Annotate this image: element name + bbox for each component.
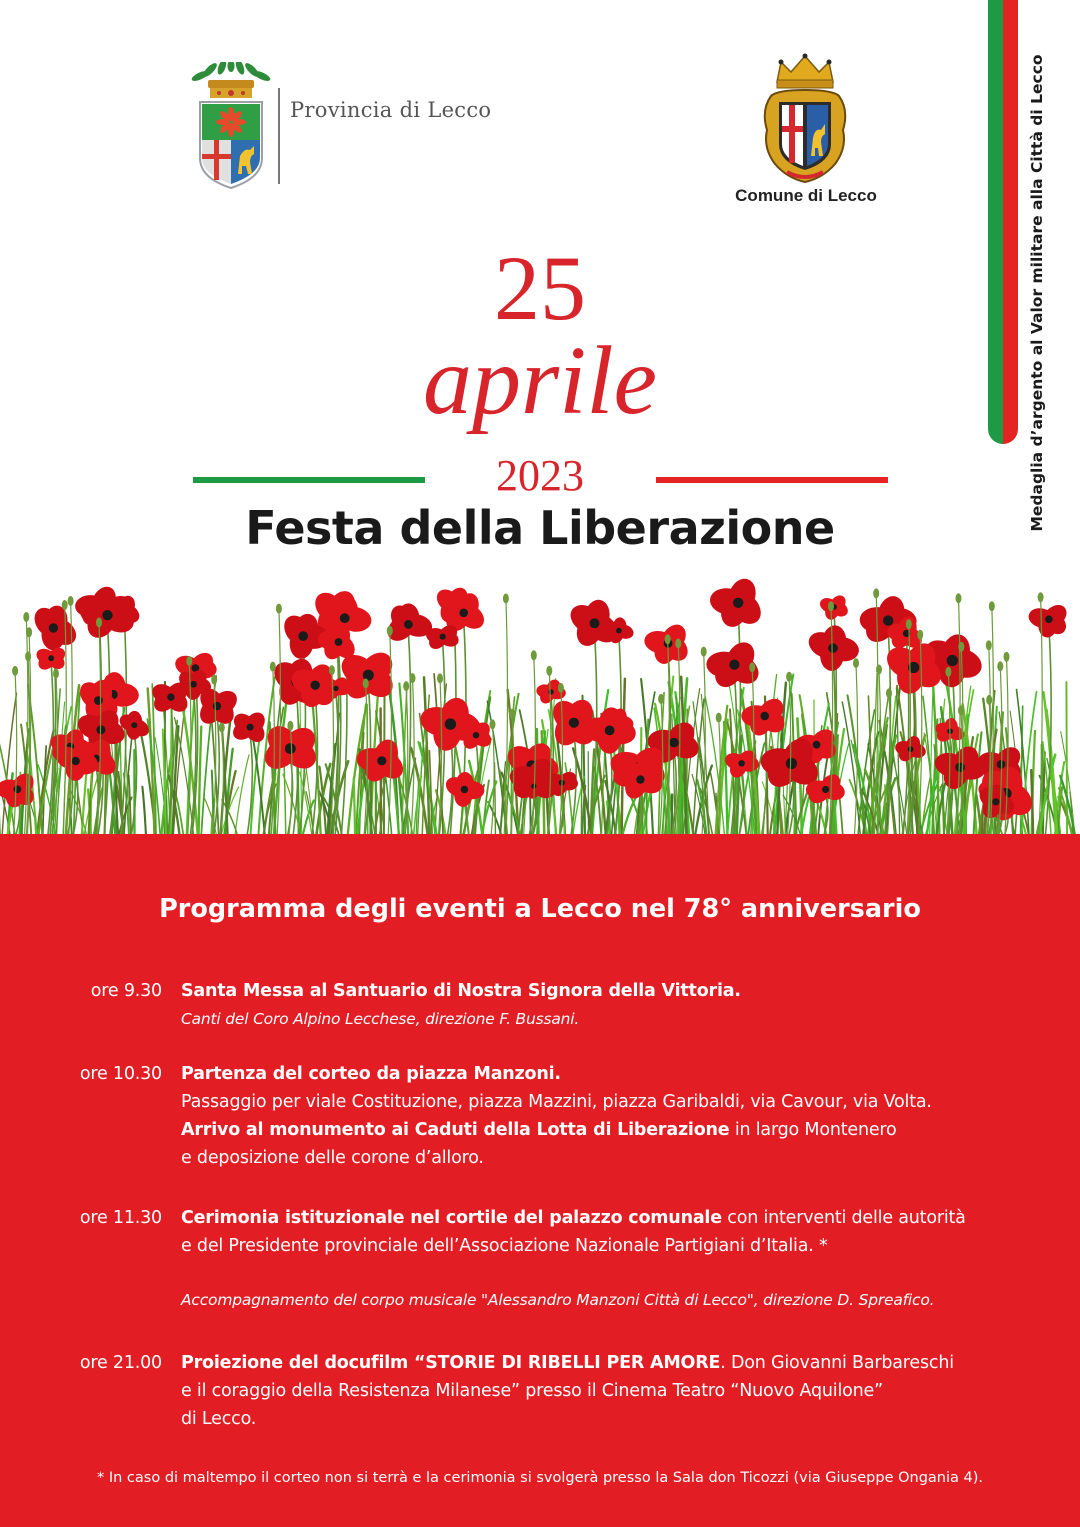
event-title-rest: con interventi delle autorità <box>721 1208 966 1228</box>
event-body <box>181 1060 1021 1172</box>
event-note: Accompagnamento del corpo musicale "Alessandro Manzoni Città di Lecco", direzione D. Spreafico. <box>181 1291 935 1309</box>
title-month: aprile <box>422 327 658 435</box>
event-detail: e il coraggio della Resistenza Milanese” presso il Cinema Teatro “Nuovo Aquilone” <box>181 1381 883 1401</box>
title-subtitle: Festa della Liberazione <box>245 501 835 555</box>
event-title: Cerimonia istituzionale nel cortile del palazzo comunale <box>181 1208 722 1228</box>
provincia-coat-of-arms-icon <box>190 62 272 190</box>
event-arrival-place: in largo Montenero <box>729 1120 897 1140</box>
event-time: ore 21.00 <box>79 1353 162 1373</box>
event-title: Proiezione del docufilm “STORIE DI RIBELLI PER AMORE <box>181 1353 721 1373</box>
event-route: Passaggio per viale Costituzione, piazza Mazzini, piazza Garibaldi, via Cavour, via Volta. <box>181 1092 932 1112</box>
event-note: Canti del Coro Alpino Lecchese, direzione F. Bussani. <box>181 1010 580 1028</box>
event-body <box>181 1349 1021 1433</box>
poppy-field-image <box>0 572 1080 842</box>
event-body <box>181 977 1021 1033</box>
event-title: Santa Messa al Santuario di Nostra Signora della Vittoria. <box>181 981 741 1001</box>
title-day: 25 <box>494 237 586 339</box>
event-arrival: Arrivo al monumento ai Caduti della Lotta di Liberazione <box>181 1120 730 1140</box>
event-body <box>181 1204 1021 1314</box>
program-panel <box>0 834 1080 1527</box>
event-detail: e del Presidente provinciale dell’Associazione Nazionale Partigiani d’Italia. * <box>181 1236 828 1256</box>
event-detail: e deposizione delle corone d’alloro. <box>181 1148 484 1168</box>
comune-coat-of-arms-icon <box>757 52 853 184</box>
ribbon-caption-text: Medaglia d’argento al Valor militare alla Città di Lecco <box>1028 54 1046 532</box>
event-title: Partenza del corteo da piazza Manzoni. <box>181 1064 561 1084</box>
event-time: ore 10.30 <box>79 1064 162 1084</box>
event-time: ore 9.30 <box>90 981 162 1001</box>
title-year: 2023 <box>496 451 584 500</box>
program-title: Programma degli eventi a Lecco nel 78° anniversario <box>159 894 921 924</box>
event-title-rest: . Don Giovanni Barbareschi <box>720 1353 954 1373</box>
event-detail: di Lecco. <box>181 1409 257 1429</box>
footnote: * In caso di maltempo il corteo non si terrà e la cerimonia si svolgerà presso la Sala don Ticozzi (via Giuseppe Ongania 4). <box>97 1470 983 1486</box>
provincia-name: Provincia di Lecco <box>290 98 492 122</box>
provincia-divider <box>278 88 280 184</box>
event-time: ore 11.30 <box>79 1208 162 1228</box>
comune-name: Comune di Lecco <box>735 186 877 205</box>
